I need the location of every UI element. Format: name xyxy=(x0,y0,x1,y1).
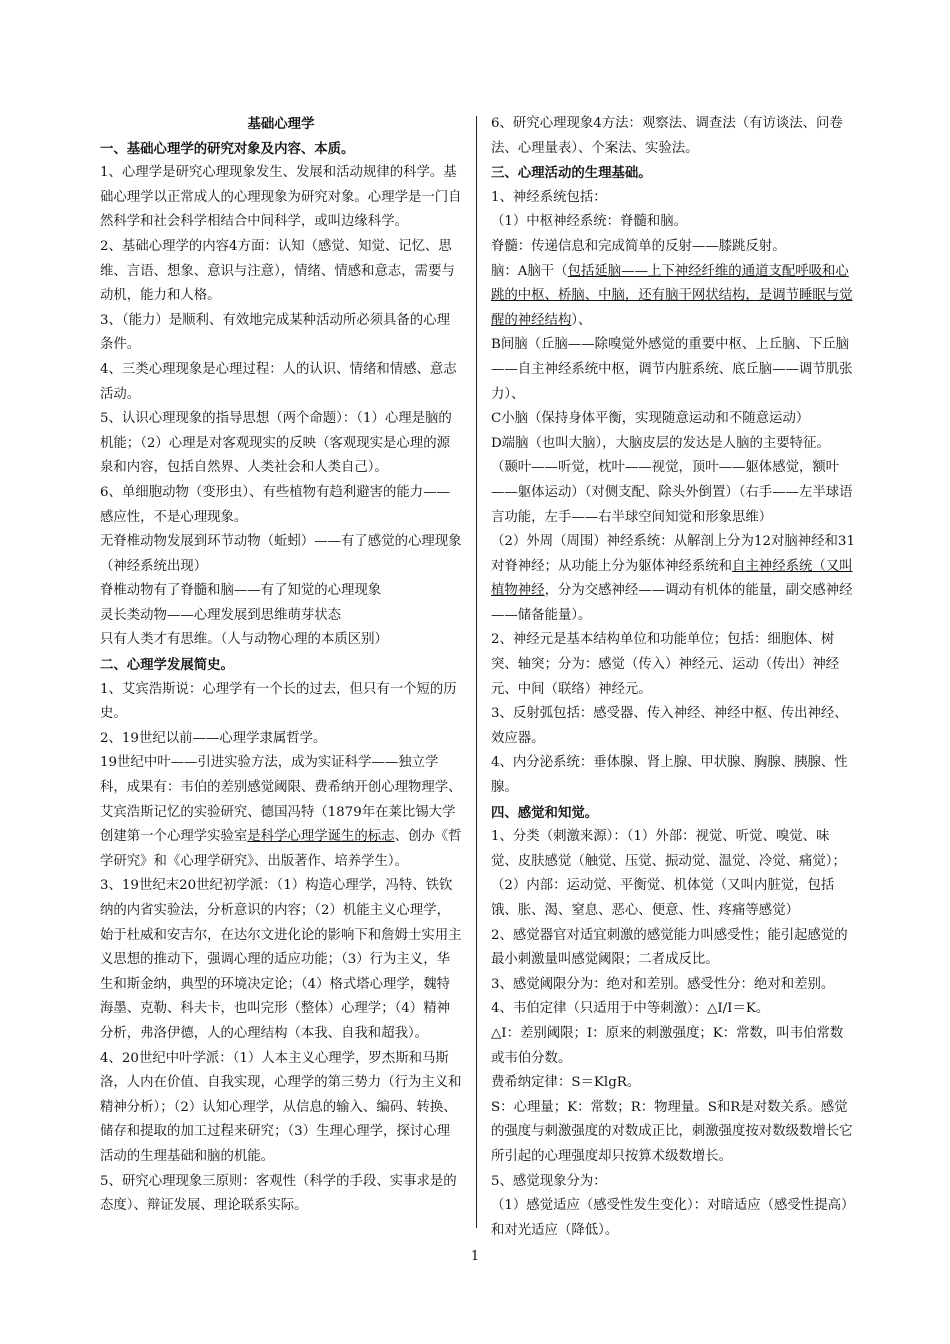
section-heading: 四、感觉和知觉。 xyxy=(491,804,599,821)
paragraph: 3、（能力）是顺利、有效地完成某种活动所必须具备的心理条件。 xyxy=(100,312,450,353)
text-run: ）、 xyxy=(571,312,592,328)
paragraph: 1、心理学是研究心理现象发生、发展和活动规律的科学。基础心理学以正常成人的心理现象为研究对象。心理学是一门自然科学和社会科学相结合中间科学，或叫边缘科学。 xyxy=(100,165,462,230)
paragraph: C小脑（保持身体平衡，实现随意运动和不随意运动） xyxy=(491,411,810,427)
paragraph: 4、三类心理现象是心理过程：人的认识、情绪和情感、意志活动。 xyxy=(100,361,457,402)
page-number: 1 xyxy=(470,1249,480,1264)
section-heading: 一、基础心理学的研究对象及内容、本质。 xyxy=(100,140,355,157)
paragraph: （1）中枢神经系统：脊髓和脑。 xyxy=(491,214,687,230)
text-run: 脑：A脑干（ xyxy=(491,263,568,279)
paragraph: 只有人类才有思维。（人与动物心理的本质区别） xyxy=(100,632,388,648)
section-heading: 二、心理学发展简史。 xyxy=(100,657,234,674)
text-run: （2）外周（周围）神经系统：从解剖上分为12对脑神经和31对脊神经；从功能上分为躯体神经系统和 xyxy=(491,534,855,574)
paragraph: 3、感觉阈限分为：绝对和差别。感受性分：绝对和差别。 xyxy=(491,976,835,992)
paragraph: 2、神经元是基本结构单位和功能单位；包括：细胞体、树突、轴突；分为：感觉（传入）神经元、运动（传出）神经元、中间（联络）神经元。 xyxy=(491,632,840,697)
paragraph: S：心理量；K：常数；R：物理量。S和R是对数关系。感觉的强度与刺激强度的对数成正比，刺激强度按对数级数增长它所引起的心理强度却只按算术级数增长。 xyxy=(491,1099,853,1164)
paragraph: 5、研究心理现象三原则：客观性（科学的手段、实事求是的态度）、辩证发展、理论联系实际。 xyxy=(100,1173,457,1214)
paragraph: 灵长类动物——心理发展到思维萌芽状态 xyxy=(100,607,342,623)
paragraph: 1、分类（刺激来源）：（1）外部：视觉、听觉、嗅觉、味觉、皮肤感觉（触觉、压觉、振动觉、温觉、冷觉、痛觉）；（2）内部：运动觉、平衡觉、机体觉（又叫内脏觉，包括饿、胀、渴、窒息、恶心、便意、性、疼痛等感觉） xyxy=(491,829,846,918)
paragraph: D端脑（也叫大脑），大脑皮层的发达是人脑的主要特征。 xyxy=(491,435,830,451)
paragraph: 6、单细胞动物（变形虫）、有些植物有趋利避害的能力——感应性，不是心理现象。 xyxy=(100,484,450,525)
paragraph: 4、20世纪中叶学派：（1）人本主义心理学，罗杰斯和马斯洛，人内在价值、自我实现，心理学的第三势力（行为主义和精神分析）；（2）认知心理学，从信息的输入、编码、转换、储存和提取的加工过程来研究；（3）生理心理学，探讨心理活动的生理基础和脑的机能。 xyxy=(100,1050,462,1164)
text-run: 、创办《哲学研究》和《心理学研究》、出版著作、培养学生）。 xyxy=(100,829,462,869)
paragraph: 2、感觉器官对适宜刺激的感觉能力叫感受性；能引起感觉的最小刺激量叫感觉阈限；二者成反比。 xyxy=(491,927,848,968)
paragraph: （颞叶——听觉，枕叶——视觉，顶叶——躯体感觉，额叶——躯体运动）（对侧支配、除头外倒置）（右手——左半球语言功能，左手——右半球空间知觉和形象思维） xyxy=(491,460,853,525)
paragraph: 3、19世纪末20世纪初学派：（1）构造心理学，冯特、铁钦纳的内省实验法，分析意识的内容；（2）机能主义心理学，始于杜威和安吉尔，在达尔文进化论的影响下和詹姆士实用主义思想的推动下，强调心理的适应功能；（3）行为主义，华生和斯金纳，典型的环境决定论；（4）格式塔心理学，魏特海墨、克勒、科夫卡，也叫完形（整体）心理学；（4）精神分析，弗洛伊德，人的心理结构（本我、自我和超我）。 xyxy=(100,878,462,1041)
text-run: ，分为交感神经——调动有机体的能量，副交感神经——储备能量）。 xyxy=(491,583,853,623)
right-column xyxy=(491,112,855,1243)
paragraph: 2、19世纪以前——心理学隶属哲学。 xyxy=(100,730,327,746)
paragraph: 4、韦伯定律（只适用于中等刺激）：△I/I＝K。 xyxy=(491,1001,770,1017)
text-run: 19世纪中叶——引进实验方法，成为实证科学——独立学科，成果有：韦伯的差别感觉阈限、费希纳开创心理物理学、艾宾浩斯记忆的实验研究、德国冯特（1879年在莱比锡大学创建第一个心理学实验室 xyxy=(100,755,462,845)
paragraph: 5、认识心理现象的指导思想（两个命题）：（1）心理是脑的机能；（2）心理是对客观现实的反映（客观现实是心理的源泉和内容，包括自然界、人类社会和人类自己）。 xyxy=(100,411,452,476)
paragraph: 费希纳定律：S＝KlgR。 xyxy=(491,1075,641,1091)
underlined-text: 包括延脑——上下神经纤维的通道支配呼吸和心跳的中枢、桥脑、中脑，还有脑干网状结构，是调节睡眠与觉醒的神经结构 xyxy=(491,263,853,328)
paragraph: 4、内分泌系统：垂体腺、肾上腺、甲状腺、胸腺、胰腺、性腺。 xyxy=(491,755,848,796)
paragraph: 脊椎动物有了脊髓和脑——有了知觉的心理现象 xyxy=(100,583,382,599)
paragraph: B间脑（丘脑——除嗅觉外感觉的重要中枢、上丘脑、下丘脑——自主神经系统中枢，调节内脏系统、底丘脑——调节肌张力）、 xyxy=(491,337,853,402)
underlined-text: 是科学心理学诞生的标志 xyxy=(247,829,395,845)
paragraph: 1、艾宾浩斯说：心理学有一个长的过去，但只有一个短的历史。 xyxy=(100,681,457,722)
paragraph: 无脊椎动物发展到环节动物（蚯蚓）——有了感觉的心理现象（神经系统出现） xyxy=(100,534,462,574)
paragraph: 3、反射弧包括：感受器、传入神经、神经中枢、传出神经、效应器。 xyxy=(491,706,848,746)
left-column xyxy=(100,112,462,1219)
paragraph xyxy=(100,751,462,874)
paragraph: 2、基础心理学的内容4方面：认知（感觉、知觉、记忆、思维、言语、想象、意识与注意），情绪、情感和意志，需要与动机，能力和人格。 xyxy=(100,238,455,304)
paragraph: △I：差别阈限；I：原来的刺激强度；K：常数，叫韦伯常数或韦伯分数。 xyxy=(491,1025,844,1066)
paragraph xyxy=(491,260,855,334)
paragraph: （1）感觉适应（感受性发生变化）：对暗适应（感受性提高）和对光适应（降低）。 xyxy=(491,1198,855,1238)
paragraph: 脊髓：传递信息和完成简单的反射——膝跳反射。 xyxy=(491,238,786,254)
underlined-text: 自主神经系统（又叫植物神经 xyxy=(491,558,853,599)
column-divider xyxy=(476,116,477,1228)
document-title: 基础心理学 xyxy=(247,116,315,132)
paragraph: 6、研究心理现象4方法：观察法、调查法（有访谈法、问卷法、心理量表）、个案法、实验法。 xyxy=(491,116,843,156)
paragraph: 5、感觉现象分为： xyxy=(491,1173,607,1189)
section-heading: 三、心理活动的生理基础。 xyxy=(491,165,652,182)
paragraph xyxy=(491,530,855,628)
paragraph: 1、神经系统包括： xyxy=(491,189,607,205)
